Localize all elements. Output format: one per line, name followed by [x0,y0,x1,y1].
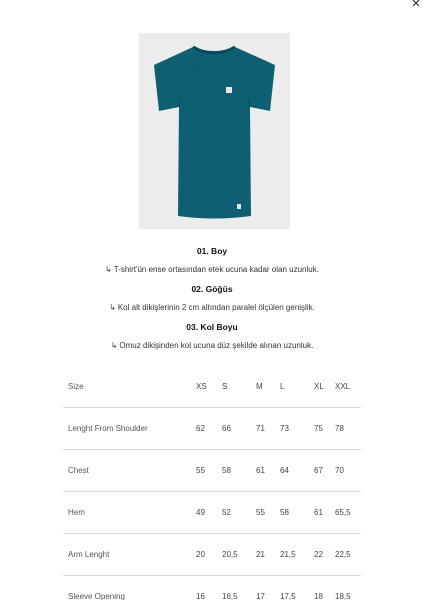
tshirt-illustration [139,33,290,229]
guide-item-gogus [0,284,424,313]
row-label: Arm Lenght [63,534,196,576]
table-header-row [63,366,361,408]
table-row [63,576,361,600]
cell: 17 [256,592,265,600]
header-xl: XL [314,366,335,408]
row-label: Chest [63,450,196,492]
cell: 20 [196,534,222,576]
arrow-icon: ↳ [110,341,118,350]
table-row [63,534,361,576]
hem-label [237,204,241,209]
guide-description: Kol alt dikişlerinin 2 cm altından paralel ölçülen genişlik. [117,303,315,312]
cell: 16 [196,592,205,600]
guide-item-boy [0,246,424,275]
header-xxl: XXL [335,366,361,408]
cell: 52 [222,492,256,534]
product-image [139,33,290,229]
guide-description: T-shirt'ün ense ortasından etek ucuna kadar olan uzunluk. [113,265,319,274]
close-icon [410,0,422,9]
cell: 61 [256,450,280,492]
size-table [63,366,361,600]
header-xs: XS [196,366,222,408]
row-label: Hem [63,492,196,534]
cell: 20,5 [222,534,256,576]
cell: 18 [314,592,323,600]
cell: 55 [256,492,280,534]
row-label: Lenght From Shoulder [63,408,196,450]
cell: 70 [335,450,361,492]
cell: 64 [280,450,314,492]
guide-title: 01. Boy [196,246,228,256]
cell: 18,5 [335,592,351,600]
header-m: M [256,366,280,408]
guide-description: Omuz dikişinden kol ucuna düz şekilde alınan uzunluk. [119,341,314,350]
cell: 16,5 [222,592,238,600]
cell: 65,5 [335,492,361,534]
header-s: S [222,366,256,408]
cell: 66 [222,408,256,450]
cell: 17,5 [280,592,296,600]
cell: 71 [256,408,280,450]
arrow-icon: ↳ [109,303,116,312]
table-row [63,492,361,534]
cell: 67 [314,450,335,492]
cell: 49 [196,492,222,534]
cell: 58 [222,450,256,492]
cell: 75 [314,408,335,450]
cell: 21 [256,534,280,576]
cell: 61 [314,492,335,534]
cell: 21,5 [280,534,314,576]
cell: 22 [314,534,335,576]
cell: 55 [196,450,222,492]
cell: 22,5 [335,534,361,576]
guide-title: 03. Kol Boyu [186,322,238,332]
close-button[interactable] [410,0,422,9]
cell: 73 [280,408,314,450]
row-label: Sleeve Opening [68,592,125,600]
table-row [63,408,361,450]
header-l: L [280,366,314,408]
guide-title: 02. Göğüs [191,284,233,294]
cell: 58 [280,492,314,534]
guide-item-kol-boyu [0,322,424,351]
table-row [63,450,361,492]
header-size: Size [63,366,196,408]
logo-patch [226,87,232,93]
arrow-icon: ↳ [105,265,112,274]
cell: 78 [335,408,361,450]
cell: 62 [196,408,222,450]
